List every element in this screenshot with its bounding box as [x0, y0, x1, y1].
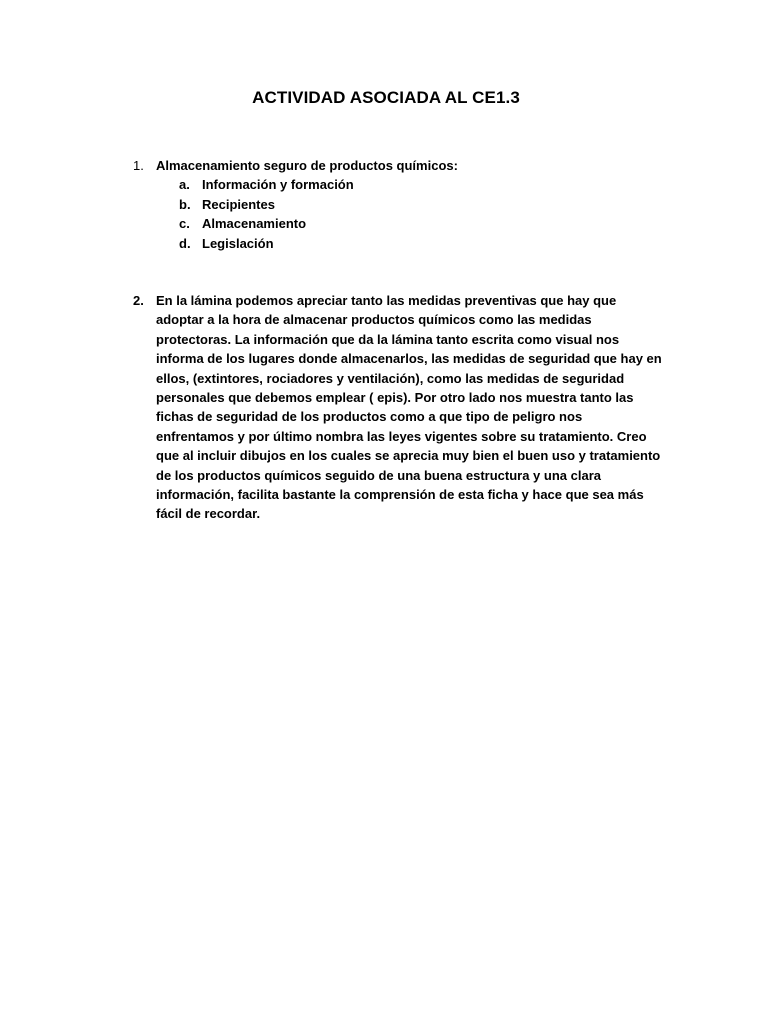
list-item-text: Almacenamiento seguro de productos químicos:	[156, 158, 458, 173]
list-item-number: 1.	[133, 158, 144, 173]
sublist-letter: b.	[179, 196, 191, 212]
document-title: ACTIVIDAD ASOCIADA AL CE1.3	[252, 88, 520, 107]
sublist	[179, 175, 354, 253]
sublist-text: Legislación	[202, 235, 274, 251]
sublist-letter: d.	[179, 235, 191, 251]
sublist-letter: a.	[179, 177, 190, 193]
sublist-text: Recipientes	[202, 196, 275, 212]
sublist-item-c	[179, 214, 354, 233]
list-item-number: 2.	[133, 293, 144, 308]
sublist-item-b	[179, 195, 354, 214]
sublist-item-d	[179, 234, 354, 253]
sublist-text: Información y formación	[202, 177, 354, 193]
sublist-text: Almacenamiento	[202, 216, 307, 232]
list-item-paragraph: En la lámina podemos apreciar tanto las medidas preventivas que hay que adoptar a la hora de almacenar productos químicos como las medidas protectoras. La información que da la lámina tanto escrita como visual nos informa de los lugares donde almacenarlos, las medidas de seguridad que hay en ellos, (extintores, rociadores y ventilación), como las medidas de seguridad personales que debemos emplear ( epis). Por otro lado nos muestra tanto las fichas de seguridad de los productos como a que tipo de peligro nos enfrentamos y por último nombra las leyes vigentes sobre su tratamiento. Creo que al incluir dibujos en los cuales se aprecia muy bien el buen uso y tratamiento de los productos químicos seguido de una buena estructura y una clara información, facilita bastante la comprensión de esta ficha y hace que sea más fácil de recordar.	[156, 293, 662, 522]
sublist-item-a	[179, 175, 354, 194]
sublist-letter: c.	[179, 216, 190, 232]
